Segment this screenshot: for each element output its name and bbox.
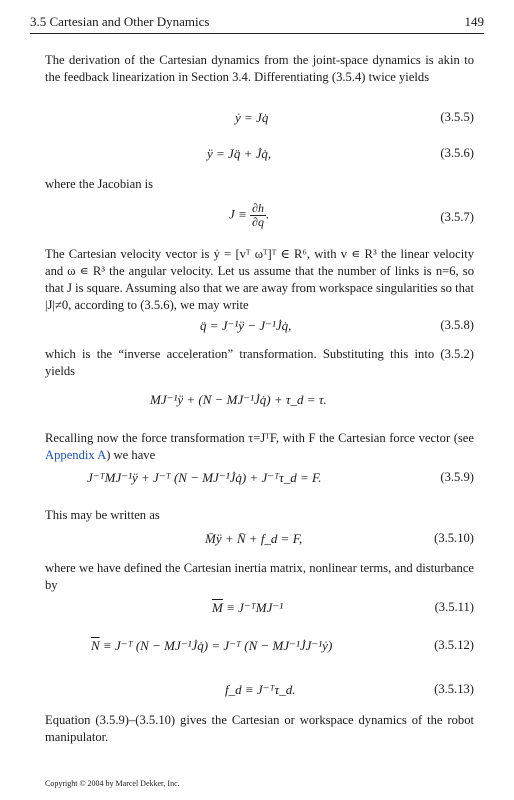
paragraph-4: which is the “inverse acceleration” transformation. Substituting this into (3.5.2) yields xyxy=(45,347,474,378)
copyright-footer: Copyright © 2004 by Marcel Dekker, Inc. xyxy=(45,779,180,788)
paragraph-5 xyxy=(45,430,474,464)
equation-expr: M̄ÿ + N̄ + f_d = F, xyxy=(205,531,303,546)
equation-unnumbered xyxy=(45,392,474,412)
partial-fraction xyxy=(250,202,266,229)
equation-3-5-8 xyxy=(45,318,474,338)
equation-3-5-12 xyxy=(45,638,474,658)
equation-number: (3.5.11) xyxy=(434,600,474,614)
equation-3-5-5 xyxy=(45,110,474,130)
equation-lhs: $\overline{N}$ xyxy=(91,638,100,653)
paragraph-8: Equation (3.5.9)–(3.5.10) gives the Cartesian or workspace dynamics of the robot manipulator. xyxy=(45,713,474,744)
equation-number: (3.5.5) xyxy=(440,110,474,124)
equation-3-5-10 xyxy=(45,531,474,551)
equation-expr: f_d ≡ J⁻ᵀτ_d. xyxy=(225,682,296,697)
paragraph-5-text-a: Recalling now the force transformation τ=JᵀF, with F the Cartesian force vector (see xyxy=(45,431,474,445)
equation-3-5-11 xyxy=(45,600,474,620)
paragraph-7: where we have defined the Cartesian inertia matrix, nonlinear terms, and disturbance by xyxy=(45,561,474,592)
equation-3-5-6 xyxy=(45,146,474,166)
equation-number: (3.5.9) xyxy=(440,470,474,484)
equation-expr: ÿ = Jq̈ + J̇q̇, xyxy=(207,146,272,161)
equation-expr: ẏ = Jq̇ xyxy=(235,110,269,125)
equation-tail: . xyxy=(265,206,270,222)
equation-expr: J⁻ᵀMJ⁻¹ÿ + J⁻ᵀ (N − MJ⁻¹J̇q̇) + J⁻ᵀτ_d = F. xyxy=(87,470,322,485)
running-header xyxy=(30,14,484,34)
paragraph-2: where the Jacobian is xyxy=(45,177,154,191)
paragraph-1: The derivation of the Cartesian dynamics from the joint-space dynamics is akin to the feedback linearization in Section 3.4. Differentiating (3.5.4) twice yields xyxy=(45,53,474,84)
equation-3-5-7 xyxy=(45,200,474,230)
appendix-a-link[interactable]: Appendix A xyxy=(45,448,107,462)
section-title: 3.5 Cartesian and Other Dynamics xyxy=(30,14,210,29)
nonlinear-definition xyxy=(91,638,332,654)
fraction-numerator: ∂h xyxy=(252,201,264,215)
equation-number: (3.5.7) xyxy=(440,210,474,224)
paragraph-5-text-b: ) we have xyxy=(106,448,156,462)
equation-number: (3.5.10) xyxy=(434,531,474,545)
equation-number: (3.5.13) xyxy=(434,682,474,696)
equation-lhs: J ≡ xyxy=(229,206,247,222)
equation-number: (3.5.6) xyxy=(440,146,474,160)
equation-3-5-13 xyxy=(45,682,474,702)
page-number: 149 xyxy=(464,14,484,29)
equation-expr: ≡ J⁻ᵀMJ⁻¹ xyxy=(222,600,284,615)
equation-lhs: $\overline{M}$ xyxy=(212,600,223,615)
jacobian-definition xyxy=(229,202,269,229)
equation-3-5-9 xyxy=(45,470,474,490)
inertia-definition xyxy=(212,600,283,616)
equation-expr: q̈ = J⁻¹ÿ − J⁻¹J̇q̇, xyxy=(200,318,292,333)
paragraph-6: This may be written as xyxy=(45,508,160,522)
equation-expr: ≡ J⁻ᵀ (N − MJ⁻¹J̇q̇) = J⁻ᵀ (N − MJ⁻¹J̇J⁻¹ẏ) xyxy=(99,638,333,653)
equation-expr: MJ⁻¹ÿ + (N − MJ⁻¹J̇q̇) + τ_d = τ. xyxy=(150,392,327,407)
equation-number: (3.5.8) xyxy=(440,318,474,332)
equation-number: (3.5.12) xyxy=(434,638,474,652)
fraction-denominator: ∂q xyxy=(252,215,264,229)
paragraph-3: The Cartesian velocity vector is ẏ = [vᵀ ωᵀ]ᵀ ∈ R⁶, with v ∊ R³ the linear velocity and ω ∊ R³ the angular velocity. Let us assume that the number of links is n=6, so that J is square. Assuming also that we are away from workspace singularities so that |J|≠0, according to (3.5.6), we may write xyxy=(45,247,474,312)
